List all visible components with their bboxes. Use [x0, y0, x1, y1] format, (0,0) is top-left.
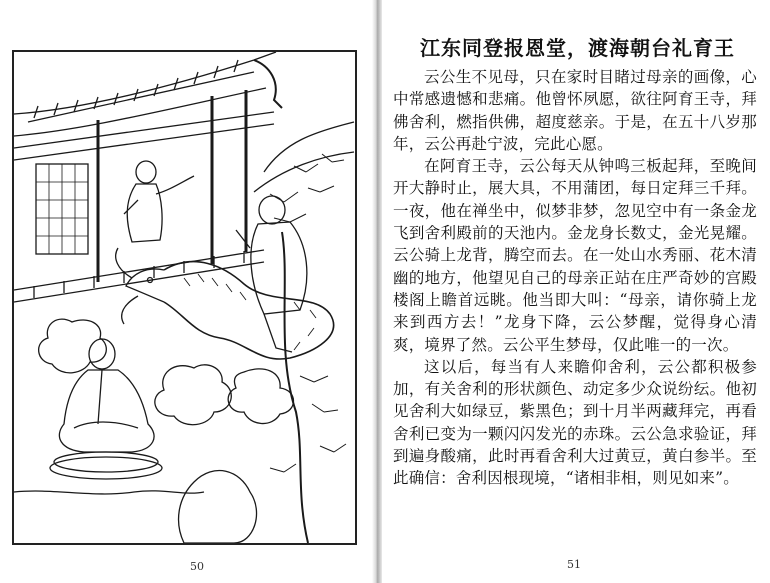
meditating-monk-head [89, 339, 115, 369]
attendant-body [127, 184, 162, 242]
illustration-frame [12, 50, 357, 545]
cloud [39, 319, 107, 373]
beam [14, 112, 274, 160]
cushion [54, 452, 158, 472]
chapter-title: 江东同登报恩堂，渡海朝台礼育王 [420, 36, 735, 60]
roof-tiles [34, 60, 238, 118]
meditating-monk-robe [59, 370, 154, 452]
pine-trunk [282, 232, 308, 543]
pine-needles [270, 154, 346, 472]
monk-dragon-illustration [14, 52, 355, 543]
rock [179, 471, 257, 543]
body-text [393, 66, 757, 490]
page-number-left: 50 [190, 560, 204, 573]
ground [14, 491, 204, 494]
dragon-body [164, 262, 334, 359]
paragraph-2: 在阿育王寺，云公每天从钟鸣三板起拜，至晚间开大静时止，展大具，不用蒲团，每日定拜三千拜。一夜，他在禅坐中，似梦非梦，忽见空中有一条金龙飞到舍利殿前的天池内。金龙身长数丈，金光晃耀。云公骑上龙背，腾空而去。在一处山水秀丽、花木清幽的地方，他望见自己的母亲正站在庄严奇妙的宫殿楼阁上瞻首远眺。他当即大叫：“母亲，请你骑上龙来到西方去！”龙身下降，云公梦醒，觉得身心清爽，境界了然。云公平生梦母，仅此唯一的一次。 [393, 157, 757, 354]
dragon-head [116, 248, 164, 324]
page-number-right: 51 [567, 558, 581, 571]
roof-eave [254, 60, 282, 108]
hills [254, 122, 354, 192]
paragraph-3: 这以后，每当有人来瞻仰舍利，云公都积极参加，有关舍利的形状颜色、动定多少众说纷纭。他初见舍利大如绿豆，紫黑色；到十月半两藏拜完，再看舍利已变为一颗闪闪发光的赤珠。云公急求验证，拜到遍身酸痛，此时再看舍利大过黄豆，黄白参半。至此确信：舍利因根现境，“诸相非相，则见如来”。 [393, 357, 757, 488]
paragraph-1: 云公生不见母，只在家时目睹过母亲的画像，心中常感遗憾和悲痛。他曾怀夙愿，欲往阿育王寺，拜佛舍利，燃指供佛，超度慈亲。于是，在五十八岁那年，云公再赴宁波，完此心愿。 [393, 68, 757, 153]
book-gutter [372, 0, 382, 583]
attendant-head [136, 161, 156, 183]
railing [14, 250, 264, 302]
